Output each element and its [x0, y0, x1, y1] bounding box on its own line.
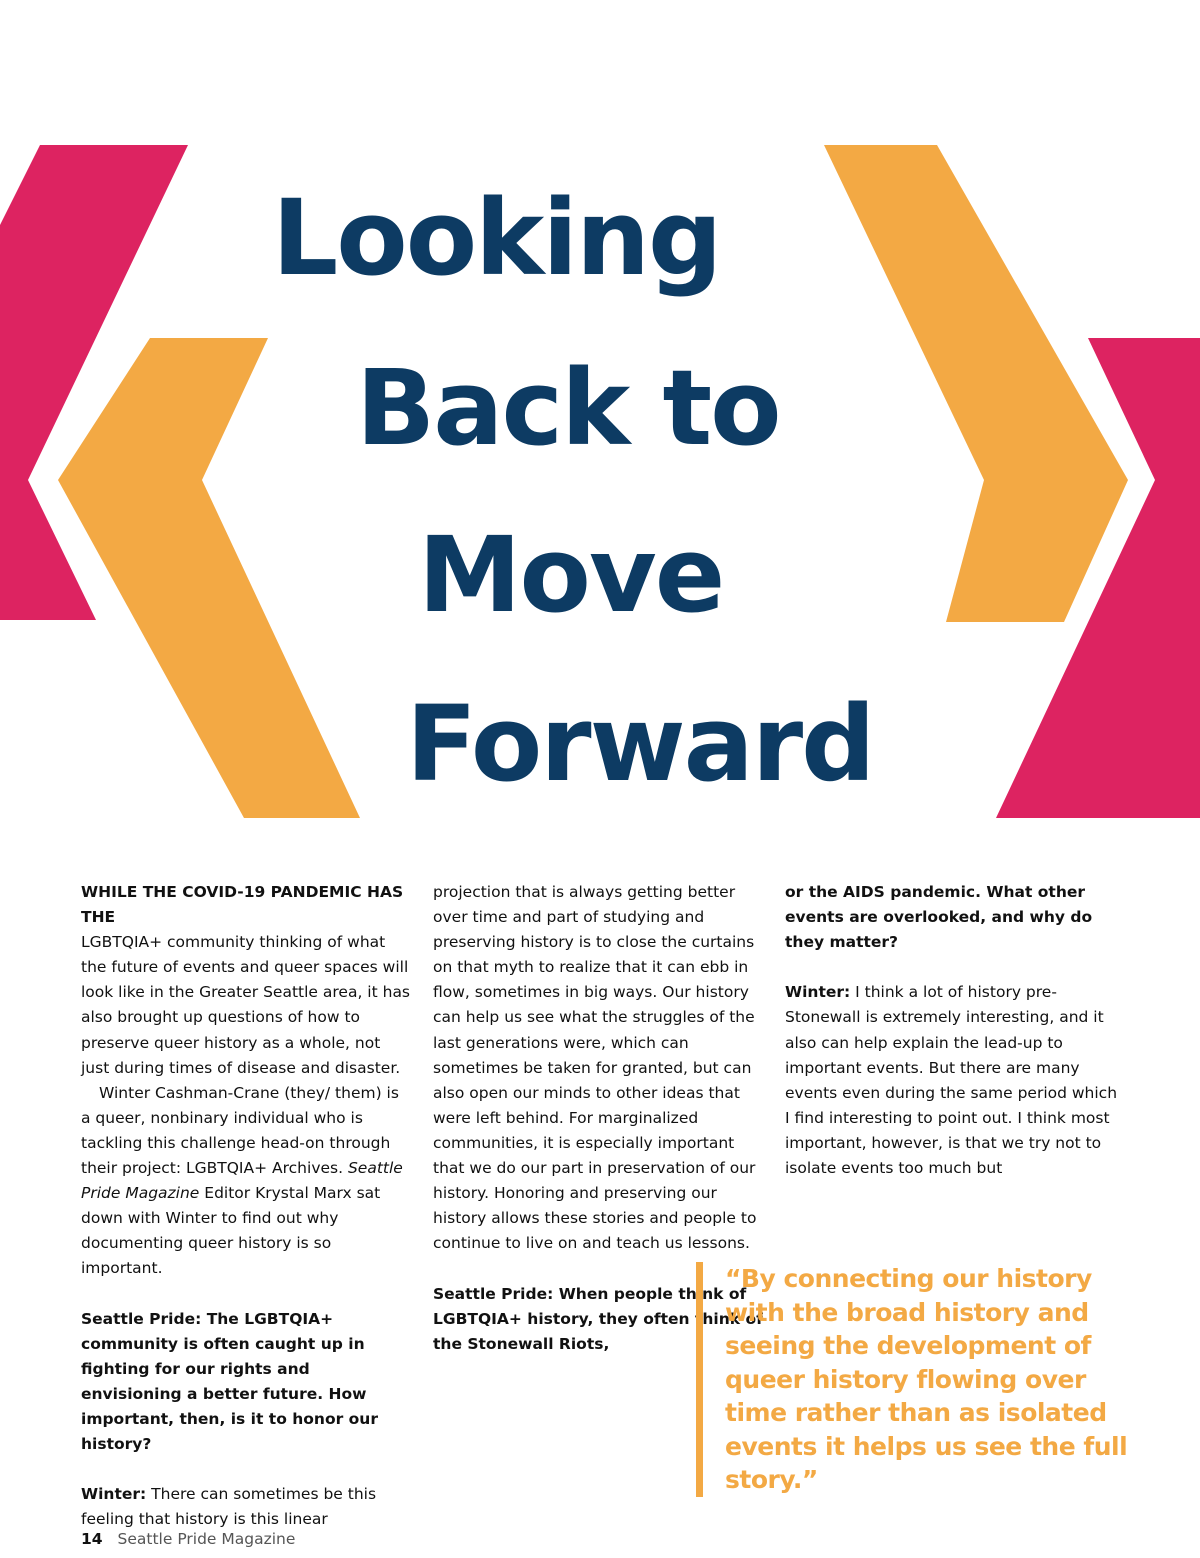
answer-2 — [785, 980, 1120, 1181]
question-2: Seattle Pride: When people think of LGBTQIA+ history, they often think of the Stonewall Riots, — [433, 1284, 763, 1353]
speaker-label: Winter: — [785, 983, 851, 1002]
intro-paragraph — [81, 880, 411, 1081]
question-2-continued: or the AIDS pandemic. What other events are overlooked, and why do they matter? — [785, 883, 1093, 952]
intro-text: LGBTQIA+ community thinking of what the future of events and queer spaces will look like in the Greater Seattle area, it has also brought up questions of how to preserve queer history as a whole, not just during times of disease and disaster. — [81, 933, 411, 1077]
left-orange-chevron — [58, 338, 360, 818]
page-number: 14 — [81, 1530, 103, 1548]
headline-line-2: Back to — [356, 347, 780, 469]
headline-line-1: Looking — [272, 177, 721, 299]
question-1: Seattle Pride: The LGBTQIA+ community is often caught up in fighting for our rights and envisioning a better future. How important, then, is it to honor our history? — [81, 1309, 378, 1454]
second-paragraph-end: Editor Krystal Marx sat down with Winter to find out why documenting queer history is so important. — [81, 1184, 381, 1278]
article-column-3 — [785, 880, 1120, 1181]
second-paragraph-text: Winter Cashman-Crane (they/ them) is a queer, nonbinary individual who is tackling this challenge head-on through their project: LGBTQIA+ Archives. — [81, 1083, 399, 1178]
answer-1-text: There can sometimes be this feeling that history is this linear — [81, 1485, 377, 1529]
magazine-title: Seattle Pride Magazine — [117, 1530, 296, 1548]
answer-1-start — [81, 1482, 411, 1532]
pull-quote: “By connecting our history with the broad history and seeing the development of queer history flowing over time rather than as isolated events it helps us see the full story.” — [696, 1262, 1145, 1497]
right-orange-chevron — [824, 145, 1128, 622]
answer-2-text: I think a lot of history pre-Stonewall is extremely interesting, and it also can help explain the lead-up to important events. But there are many events even during the same period which I find interesting to point out. I think most important, however, is that we try not to isolate events too much but — [785, 983, 1118, 1178]
page-footer — [81, 1530, 295, 1548]
magazine-name-italic: Seattle Pride Magazine — [81, 1159, 403, 1203]
headline-line-4: Forward — [406, 683, 874, 805]
speaker-label: Winter: — [81, 1485, 147, 1504]
answer-1-continued — [433, 880, 765, 1256]
second-paragraph — [81, 1081, 411, 1282]
headline-line-3: Move — [418, 514, 724, 636]
article-column-1 — [81, 880, 411, 1532]
answer-1-continued-text: projection that is always getting better over time and part of studying and preserving history is to close the curtains on that myth to realize that it can ebb in flow, sometimes in big ways. Our history can help us see what the struggles of the last generations were, which can sometimes be taken for granted, but can also open our minds to other ideas that were left behind. For marginalized communities, it is especially important that we do our part in preservation of our history. Honoring and preserving our history allows these stories and people to continue to live on and teach us lessons. — [433, 883, 757, 1253]
lead-in-caps: WHILE THE COVID-19 PANDEMIC HAS THE — [81, 883, 404, 927]
